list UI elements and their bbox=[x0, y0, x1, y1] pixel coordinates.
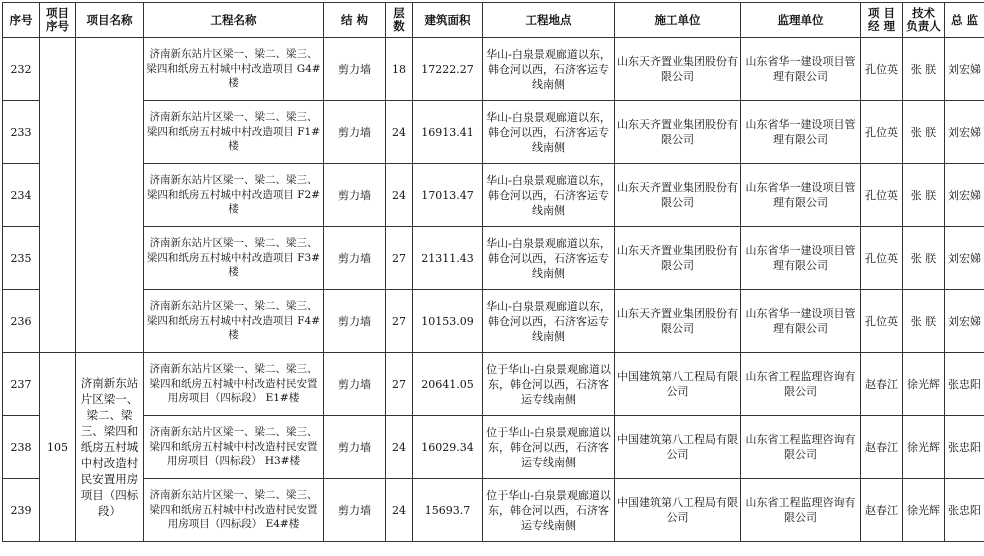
cell-location: 华山-白泉景观廊道以东，韩仓河以西，石济客运专线南侧 bbox=[483, 101, 615, 164]
cell-contractor: 中国建筑第八工程局有限公司 bbox=[615, 353, 741, 416]
header-tech-lead: 技术 负责人 bbox=[903, 3, 945, 38]
cell-chief: 刘宏娣 bbox=[945, 38, 984, 101]
cell-project-name: 济南新东站片区梁一、梁二、梁三、梁四和纸房五村城中村改造村民安置用房项目（四标段） bbox=[76, 353, 144, 542]
cell-seq: 237 bbox=[3, 353, 40, 416]
cell-area: 16913.41 bbox=[413, 101, 483, 164]
cell-floors: 27 bbox=[386, 227, 413, 290]
cell-location: 位于华山-白泉景观廊道以东，韩仓河以西，石济客运专线南侧 bbox=[483, 416, 615, 479]
cell-floors: 24 bbox=[386, 479, 413, 542]
cell-engineering-name: 济南新东站片区梁一、梁二、梁三、梁四和纸房五村城中村改造项目 F1#楼 bbox=[144, 101, 324, 164]
header-structure: 结 构 bbox=[324, 3, 386, 38]
cell-engineering-name: 济南新东站片区梁一、梁二、梁三、梁四和纸房五村城中村改造项目 F2#楼 bbox=[144, 164, 324, 227]
cell-manager: 赵春江 bbox=[861, 416, 903, 479]
cell-manager: 孔位英 bbox=[861, 164, 903, 227]
cell-floors: 27 bbox=[386, 290, 413, 353]
cell-supervisor: 山东省华一建设项目管理有限公司 bbox=[741, 290, 861, 353]
cell-engineering-name: 济南新东站片区梁一、梁二、梁三、梁四和纸房五村城中村改造项目 F4#楼 bbox=[144, 290, 324, 353]
table-row bbox=[3, 416, 984, 479]
cell-contractor: 中国建筑第八工程局有限公司 bbox=[615, 416, 741, 479]
table-row bbox=[3, 38, 984, 101]
cell-supervisor: 山东省华一建设项目管理有限公司 bbox=[741, 227, 861, 290]
cell-location: 华山-白泉景观廊道以东，韩仓河以西，石济客运专线南侧 bbox=[483, 164, 615, 227]
cell-chief: 刘宏娣 bbox=[945, 101, 984, 164]
cell-manager: 孔位英 bbox=[861, 290, 903, 353]
cell-engineering-name: 济南新东站片区梁一、梁二、梁三、梁四和纸房五村城中村改造村民安置用房项目（四标段） E4#楼 bbox=[144, 479, 324, 542]
cell-engineering-name: 济南新东站片区梁一、梁二、梁三、梁四和纸房五村城中村改造项目 G4#楼 bbox=[144, 38, 324, 101]
cell-floors: 27 bbox=[386, 353, 413, 416]
cell-location: 位于华山-白泉景观廊道以东，韩仓河以西，石济客运专线南侧 bbox=[483, 479, 615, 542]
header-supervisor: 监理单位 bbox=[741, 3, 861, 38]
cell-area: 10153.09 bbox=[413, 290, 483, 353]
cell-chief: 张忠阳 bbox=[945, 353, 984, 416]
cell-chief: 张忠阳 bbox=[945, 416, 984, 479]
cell-supervisor: 山东省工程监理咨询有限公司 bbox=[741, 479, 861, 542]
cell-floors: 24 bbox=[386, 416, 413, 479]
cell-contractor: 山东天齐置业集团股份有限公司 bbox=[615, 164, 741, 227]
cell-engineering-name: 济南新东站片区梁一、梁二、梁三、梁四和纸房五村城中村改造项目 F3#楼 bbox=[144, 227, 324, 290]
cell-tech-lead: 张 朕 bbox=[903, 38, 945, 101]
cell-manager: 孔位英 bbox=[861, 38, 903, 101]
header-row bbox=[3, 3, 984, 38]
cell-location: 华山-白泉景观廊道以东，韩仓河以西，石济客运专线南侧 bbox=[483, 38, 615, 101]
cell-tech-lead: 张 朕 bbox=[903, 227, 945, 290]
cell-engineering-name: 济南新东站片区梁一、梁二、梁三、梁四和纸房五村城中村改造村民安置用房项目（四标段） E1#楼 bbox=[144, 353, 324, 416]
cell-contractor: 山东天齐置业集团股份有限公司 bbox=[615, 227, 741, 290]
header-engineering-name: 工程名称 bbox=[144, 3, 324, 38]
cell-tech-lead: 张 朕 bbox=[903, 164, 945, 227]
cell-manager: 赵春江 bbox=[861, 353, 903, 416]
table-row bbox=[3, 227, 984, 290]
cell-structure: 剪力墙 bbox=[324, 479, 386, 542]
cell-structure: 剪力墙 bbox=[324, 416, 386, 479]
cell-seq: 236 bbox=[3, 290, 40, 353]
cell-contractor: 山东天齐置业集团股份有限公司 bbox=[615, 290, 741, 353]
cell-structure: 剪力墙 bbox=[324, 164, 386, 227]
cell-floors: 18 bbox=[386, 38, 413, 101]
cell-contractor: 中国建筑第八工程局有限公司 bbox=[615, 479, 741, 542]
cell-tech-lead: 张 朕 bbox=[903, 101, 945, 164]
header-floors: 层 数 bbox=[386, 3, 413, 38]
cell-project-name-empty bbox=[76, 38, 144, 353]
cell-supervisor: 山东省工程监理咨询有限公司 bbox=[741, 416, 861, 479]
header-area: 建筑面积 bbox=[413, 3, 483, 38]
cell-manager: 赵春江 bbox=[861, 479, 903, 542]
cell-area: 21311.43 bbox=[413, 227, 483, 290]
cell-engineering-name: 济南新东站片区梁一、梁二、梁三、梁四和纸房五村城中村改造村民安置用房项目（四标段） H3#楼 bbox=[144, 416, 324, 479]
table-row bbox=[3, 353, 984, 416]
header-location: 工程地点 bbox=[483, 3, 615, 38]
header-project-manager: 项 目 经 理 bbox=[861, 3, 903, 38]
cell-seq: 235 bbox=[3, 227, 40, 290]
cell-supervisor: 山东省工程监理咨询有限公司 bbox=[741, 353, 861, 416]
cell-chief: 刘宏娣 bbox=[945, 290, 984, 353]
cell-tech-lead: 徐光辉 bbox=[903, 479, 945, 542]
cell-project-seq: 105 bbox=[40, 353, 76, 542]
cell-structure: 剪力墙 bbox=[324, 290, 386, 353]
cell-supervisor: 山东省华一建设项目管理有限公司 bbox=[741, 38, 861, 101]
cell-area: 17013.47 bbox=[413, 164, 483, 227]
cell-floors: 24 bbox=[386, 101, 413, 164]
cell-contractor: 山东天齐置业集团股份有限公司 bbox=[615, 101, 741, 164]
cell-supervisor: 山东省华一建设项目管理有限公司 bbox=[741, 101, 861, 164]
cell-tech-lead: 徐光辉 bbox=[903, 416, 945, 479]
header-chief-supervisor: 总 监 bbox=[945, 3, 984, 38]
cell-seq: 234 bbox=[3, 164, 40, 227]
cell-area: 17222.27 bbox=[413, 38, 483, 101]
cell-area: 20641.05 bbox=[413, 353, 483, 416]
cell-floors: 24 bbox=[386, 164, 413, 227]
header-project-name: 项目名称 bbox=[76, 3, 144, 38]
cell-contractor: 山东天齐置业集团股份有限公司 bbox=[615, 38, 741, 101]
cell-location: 华山-白泉景观廊道以东，韩仓河以西，石济客运专线南侧 bbox=[483, 227, 615, 290]
cell-seq: 238 bbox=[3, 416, 40, 479]
header-seq: 序号 bbox=[3, 3, 40, 38]
cell-structure: 剪力墙 bbox=[324, 227, 386, 290]
project-table bbox=[2, 2, 984, 542]
cell-manager: 孔位英 bbox=[861, 101, 903, 164]
cell-area: 16029.34 bbox=[413, 416, 483, 479]
cell-location: 华山-白泉景观廊道以东，韩仓河以西，石济客运专线南侧 bbox=[483, 290, 615, 353]
cell-manager: 孔位英 bbox=[861, 227, 903, 290]
cell-project-seq-empty bbox=[40, 38, 76, 353]
cell-structure: 剪力墙 bbox=[324, 38, 386, 101]
cell-chief: 刘宏娣 bbox=[945, 164, 984, 227]
table-row bbox=[3, 479, 984, 542]
table-row bbox=[3, 290, 984, 353]
cell-tech-lead: 张 朕 bbox=[903, 290, 945, 353]
cell-structure: 剪力墙 bbox=[324, 101, 386, 164]
cell-location: 位于华山-白泉景观廊道以东，韩仓河以西，石济客运专线南侧 bbox=[483, 353, 615, 416]
header-contractor: 施工单位 bbox=[615, 3, 741, 38]
table-row bbox=[3, 101, 984, 164]
cell-chief: 刘宏娣 bbox=[945, 227, 984, 290]
cell-area: 15693.7 bbox=[413, 479, 483, 542]
cell-tech-lead: 徐光辉 bbox=[903, 353, 945, 416]
cell-seq: 232 bbox=[3, 38, 40, 101]
cell-chief: 张忠阳 bbox=[945, 479, 984, 542]
table-row bbox=[3, 164, 984, 227]
cell-supervisor: 山东省华一建设项目管理有限公司 bbox=[741, 164, 861, 227]
header-project-seq: 项目 序号 bbox=[40, 3, 76, 38]
cell-seq: 239 bbox=[3, 479, 40, 542]
cell-structure: 剪力墙 bbox=[324, 353, 386, 416]
cell-seq: 233 bbox=[3, 101, 40, 164]
